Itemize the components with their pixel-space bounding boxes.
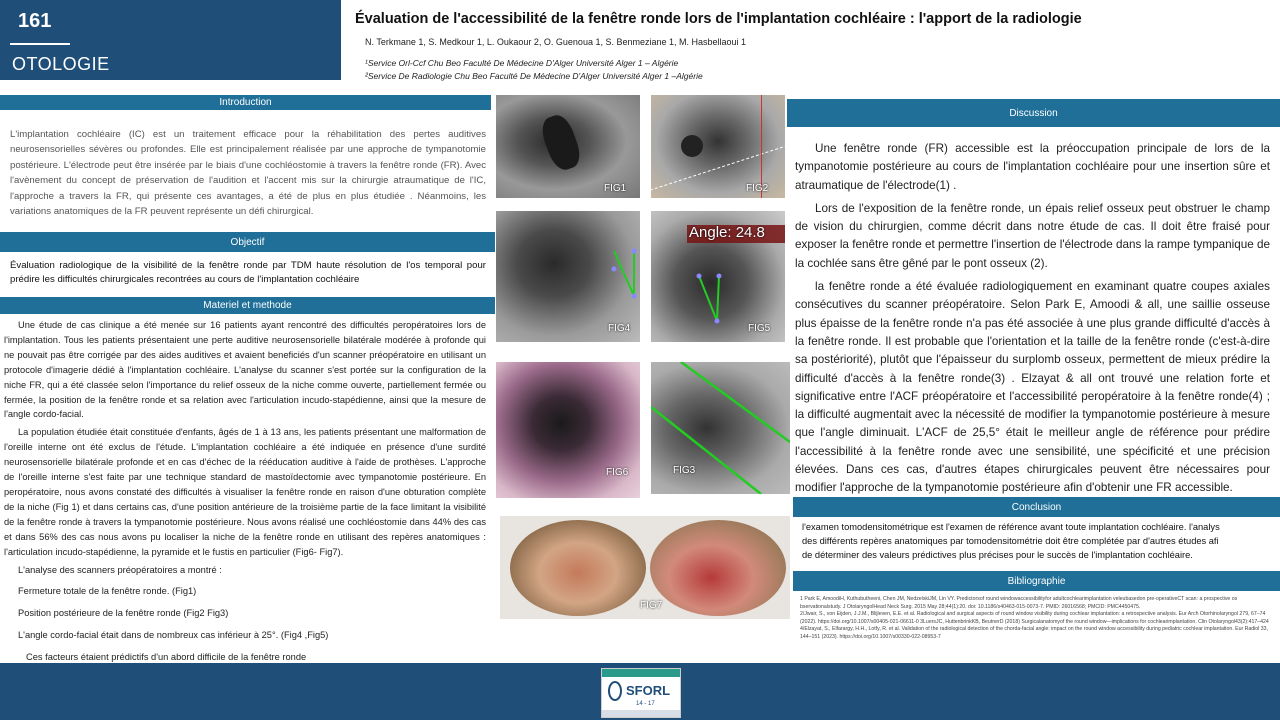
intro-header: Introduction (0, 95, 491, 110)
figure-label: FIG7 (640, 600, 663, 611)
reference-item: 4/Elzayat, S., Elfarargy, H.H., Lotfy, R. et al. Validation of the radiological detection of the chorda-facial angle: impact on the round window accessibility during pediatric cochlear implantation. Eur Radiol 33, 144–151 (2023). https://doi.org/10.1007/s00330-022-08953-7 (800, 626, 1268, 640)
figure-label: FIG6 (606, 467, 629, 478)
intro-text: L'implantation cochléaire (IC) est un traitement efficace pour la réhabilitation des pertes auditives neurosensorielles sévères ou profondes. Elle est principalement réalisée par une approche de tympanotomie postérieure. L'électrode peut être insérée par le biais d'une cochléostomie à travers la fenêtre ronde (FR). Avec l'avènement du concept de préservation de l'audition et l'accent mis sur la chirurgie atraumatique de l'IC, l'approche a travers la FR, qui présente ces avantages, a été de plus en plus étudiée . Néanmoins, les variations anatomiques de la FR peuvent représente un défi chirurgical. (10, 129, 486, 218)
methods-list-item: Position postérieure de la fenêtre ronde (Fig2 Fig3) (18, 608, 229, 619)
authors: N. Terkmane 1, S. Medkour 1, L. Oukaour 2, O. Guenoua 1, S. Benmeziane 1, M. Hasbellaoui 1 (365, 37, 747, 47)
objective-header: Objectif (0, 232, 495, 252)
conclusion-text (802, 520, 1280, 563)
discussion-header: Discussion (787, 99, 1280, 127)
figure-4-ct (496, 211, 640, 342)
conclusion-line: des différents repères anatomiques par tomodensitométrie doit être complétée par d'autres études afi (802, 536, 1219, 547)
methods-list-intro: L'analyse des scanners préopératoires a montré : (18, 564, 222, 575)
reference-item: 2/Jwair, S., von Eijden, J.J.M., Blijleven, E.E. et al. Radiological and surgical aspects of round window visibility during cochlear implantation: a retrospective analysis. Eur Arch Otorhinolaryngol 279, 67–74 (2022). https://doi.org/10.1007/s00405-021-06611-0 3LuersJC, HuttenbrinkKB, BeutnerD (2018) Surgicalanatomyof the round window—implications for cochlearimplantation. Clin Otolaryngol43(2):417–424 (800, 611, 1269, 625)
bibliography-list (800, 596, 1278, 642)
affiliation-1: ¹Service Orl-Ccf Chu Beo Faculté De Médecine D'Alger Université Alger 1 – Algérie (365, 58, 679, 68)
discussion-paragraph: Lors de l'exposition de la fenêtre ronde, un épais relief osseux peut obstruer le champ de vision du chirurgien, comme décrit dans notre étude de cas. Il doit être fraisé pour exposer la fenêtre ronde et permettre l'insertion de l'électrode dans la rampe tympanique de la cochlée sans être gêné par le pont osseux (2). (795, 201, 1270, 270)
conclusion-line: l'examen tomodensitométrique est l'examen de référence avant toute implantation cochléaire. l'analys (802, 522, 1220, 532)
affiliation-2: ²Service De Radiologie Chu Beo Faculté De Médecine D'Alger Université Alger 1 –Algérie (365, 71, 703, 81)
objective-text: Évaluation radiologique de la visibilité de la fenêtre ronde par TDM haute résolution de l'os temporal pour prédire les difficultés chirurgicales recontrées au cours de l'implantation cochléaire (10, 260, 486, 285)
figure-label: FIG3 (673, 465, 696, 476)
figure-6-endoscopy (496, 362, 640, 498)
angle-label: Angle: 24.8 (689, 224, 765, 241)
logo-dates: 14 - 17 (636, 701, 655, 707)
methods-list-item: Fermeture totale de la fenêtre ronde. (Fig1) (18, 586, 197, 597)
figure-7-endoscopy (500, 516, 790, 619)
poster-theme: OTOLOGIE (12, 54, 110, 74)
bibliography-header: Bibliographie (793, 571, 1280, 591)
methods-list-item: L'angle cordo-facial était dans de nombreux cas inférieur à 25°. (Fig4 ,Fig5) (18, 630, 329, 641)
figure-label: FIG1 (604, 183, 627, 194)
figure-3-ct (651, 362, 790, 494)
conclusion-line: de déterminer des valeurs prédictives plus précises pour le succès de l'implantation cochléaire. (802, 550, 1193, 561)
methods-header: Materiel et methode (0, 297, 495, 314)
logo-text: SFORL (626, 683, 671, 698)
methods-closing: Ces facteurs étaient prédictifs d'un abord difficile de la fenêtre ronde (26, 652, 307, 663)
congress-logo (601, 668, 681, 718)
discussion-body (795, 140, 1270, 503)
badge-divider (10, 43, 70, 45)
discussion-paragraph: la fenêtre ronde a été évaluée radiologiquement en examinant quatre coupes axiales consécutives du scanner préopératoire. Selon Park E, Amoodi & all, une saillie osseuse plus épaisse de la fenêtre ronde n'a pas été associée à une plus grande difficulté d'accès à la fenêtre ronde. Il est probable que l'orientation et la taille de la fenêtre ronde (c'est-à-dire sa postériorité), plutôt que l'épaisseur du surplomb osseux, permettent de mieux prédire la difficulté d'accès à la fenêtre ronde(3) . Elzayat & all ont trouvé une relation forte et significative entre l'ACF préopératoire et l'accessibilité peropératoire à la fenêtre ronde(4) ; la difficulté augmentait avec la nécessité de modifier la tympanotomie postérieure à mesure que l'angle diminuait. L'ACF de 25,5° était le meilleur angle de référence pour prédire l'accessibilité à la fenêtre ronde avec une sensibilité, une spécificité et une précision élevées. Dans ces cas, d'autres étapes chirurgicales peuvent être nécessaires pour modifier l'approche de la tympanotomie postérieure afin d'obtenir une FR accessible. (795, 280, 1270, 495)
reference-item: 1 Park E, AmoodiH, Kuthubutheeni, Chen JM, NedzelskiJM, Lin VY. Predictorsof round windowaccessibilityfor adultcochlearimplantation veleubasedon pre-operativeCT scan: a prospective os bservationalstudy. J OtolaryngolHead Neck Surg. 2015 May 28;44(1):20. doi: 10.1186/s40463-015-0073-7. PMID: 26016568; PMCID: PMC4450475. (800, 596, 1238, 610)
figure-1-ct (496, 95, 640, 198)
methods-body (4, 318, 486, 672)
poster-number: 161 (18, 10, 52, 32)
figure-2-ct (651, 95, 785, 198)
figure-label: FIG5 (748, 323, 771, 334)
figure-5-ct (651, 211, 785, 342)
methods-paragraph-2: La population étudiée était constituée d'enfants, âgés de 1 à 13 ans, les patients présentant une malformation de l'oreille interne ont été exclus de l'étude. L'implantation cochléaire a été indiquée en présence d'une surdité neurosensorielle bilatérale profonde et en cas d'échec de la rééducation auditive à l'aide de prothèses. L'approche de l'oreille interne s'est faite par une technique standard de mastoïdectomie avec tympanotomie postérieure. En peropératoire, nous avons constaté des difficultés à visualiser la fenêtre ronde en raison d'une obturation complète de la niche (Fig 1) et dans certains cas, d'une position antérieure de la troisième partie de la face limitant la visibilité de la fenêtre ronde à travers la tympanotomie postérieure. Nous avons réalisé une cochléostomie dans 44% des cas et dans 56% des cas nous avons pu localiser la niche de la fenêtre ronde en utilisant des repères anatomiques : l'articulation incudo-stapédienne, la pyramide et le fustis en particulier (Fig6- Fig7). (4, 427, 486, 557)
discussion-paragraph: Une fenêtre ronde (FR) accessible est la préoccupation principale de lors de la tympanotomie postérieure au cours de l'implantation cochléaire pour une insertion sûre et atraumatique de l'électrode(1) . (795, 142, 1270, 192)
methods-paragraph-1: Une étude de cas clinique a été menée sur 16 patients ayant rencontré des difficultés peropératoires lors de l'implantation. Tous les patients présentaient une perte auditive neurosensorielle bilatérale modérée à profonde qui ne pouvait pas être corrigée par des aides auditives et avaient beneficiés d'un scanner préopératoire en utilisant un protocole d'imagerie dédié à l'implantation cochléaire. L'analyse du scanner s'est portée sur la configuration de la niche FR, qui a été classée selon l'importance du relief osseux de la niche comme ouverte, partiellement fermée ou fermée, la position de la fenêtre ronde et sa relation avec l'articulation incudo-stapédienne, ainsi que la mesure de l'angle cordo-facial. (4, 320, 486, 420)
poster-title: Évaluation de l'accessibilité de la fenêtre ronde lors de l'implantation cochléaire : l'apport de la radiologie (355, 11, 1082, 27)
figure-label: FIG2 (746, 183, 769, 194)
conclusion-header: Conclusion (793, 497, 1280, 517)
figure-label: FIG4 (608, 323, 631, 334)
